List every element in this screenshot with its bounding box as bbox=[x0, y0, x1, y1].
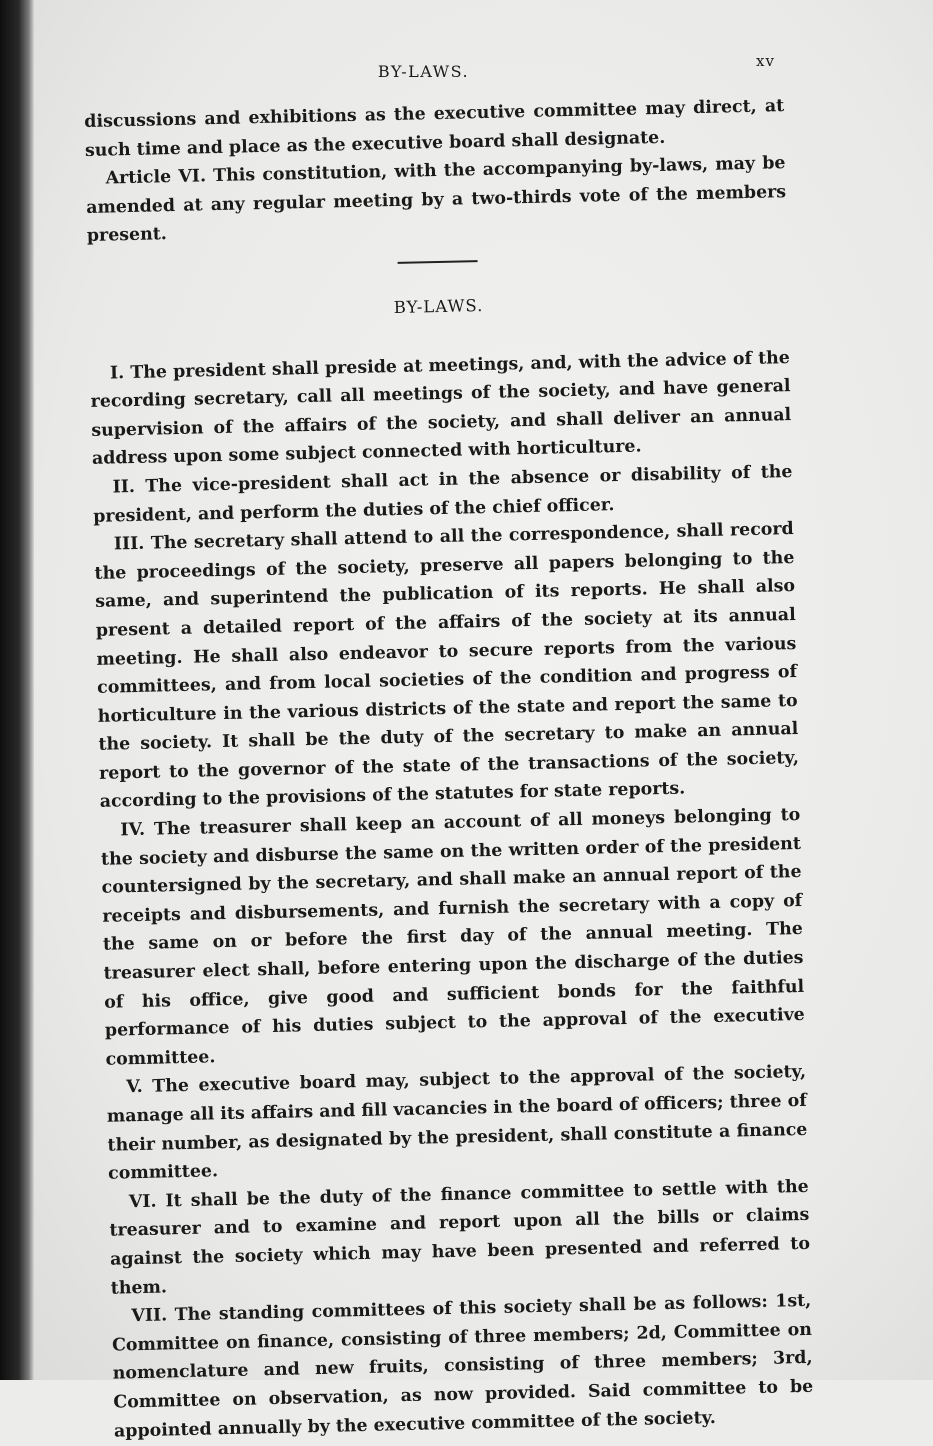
running-head-title: BY-LAWS. bbox=[377, 62, 470, 81]
bylaw-section-ii: II. The vice-president shall act in the absence or disability of the president, and perform the duties of the chief officer. bbox=[93, 461, 793, 527]
constitution-article-vi: Article VI. This constitution, with the accompanying by-laws, may be amended at any regular meeting by a two-thirds vote of the members present. bbox=[86, 153, 787, 247]
bylaw-section-i: I. The president shall preside at meetings, and, with the advice of the recording secretary, call all meetings of the society, and have general supervision of the affairs of the society, and shall deliver an annual address upon some subject connected with horticulture. bbox=[90, 347, 792, 470]
bylaw-section-vii: VII. The standing committees of this society shall be as follows: 1st, Committee on finance, consisting of three members; 2d, Committee on nomenclature and new fruits, consisting of three members; 3rd, Committee on observation, as now provided. Said committee to be appointed annually by the executive committee of the society. bbox=[111, 1290, 814, 1442]
page-number: xv bbox=[756, 52, 775, 70]
bylaw-section-iii: III. The secretary shall attend to all the correspondence, shall record the proceedings of the society, preserve all papers belonging to the same, and superintend the publication of its reports. He shall also present a detailed report of the affairs of the society at its annual meeting. He shall also endeavor to secure reports from the various committees, and from local societies of the condition and progress of horticulture in the various districts of the state and report the same to the society. It shall be the duty of the secretary to make an annual report to the governor of the state of the transactions of the society, according to the provisions of the statutes for state reports. bbox=[94, 519, 800, 813]
constitution-continuation: discussions and exhibitions as the executive committee may direct, at such time and place as the executive board shall designate. bbox=[84, 96, 785, 161]
bylaw-section-vi: VI. It shall be the duty of the finance committee to settle with the treasurer and to examine and report upon all the bills or claims against the society which may have been presented and referred to them. bbox=[109, 1176, 811, 1299]
book-page bbox=[34, 0, 933, 1442]
scan-binding-edge bbox=[0, 0, 34, 1380]
bylaw-section-iv: IV. The treasurer shall keep an account of all moneys belonging to the society and disburse the same on the written order of the president countersigned by the secretary, and shall make an annual report of the receipts and disbursements, and furnish the secretary with a copy of the same on or before the first day of the annual meeting. The treasurer elect shall, before entering upon the discharge of the duties of his office, give good and sufficient bonds for the faithful performance of his duties subject to the approval of the executive committee. bbox=[100, 804, 805, 1070]
section-divider-rule bbox=[398, 260, 478, 264]
bylaw-section-v: V. The executive board may, subject to the approval of the society, manage all its affairs and fill vacancies in the board of officers; three of their number, as designated by the president, shall constitute a finance committee. bbox=[106, 1062, 808, 1184]
page-body bbox=[84, 92, 814, 1446]
bylaws-heading: BY-LAWS. bbox=[393, 295, 484, 317]
